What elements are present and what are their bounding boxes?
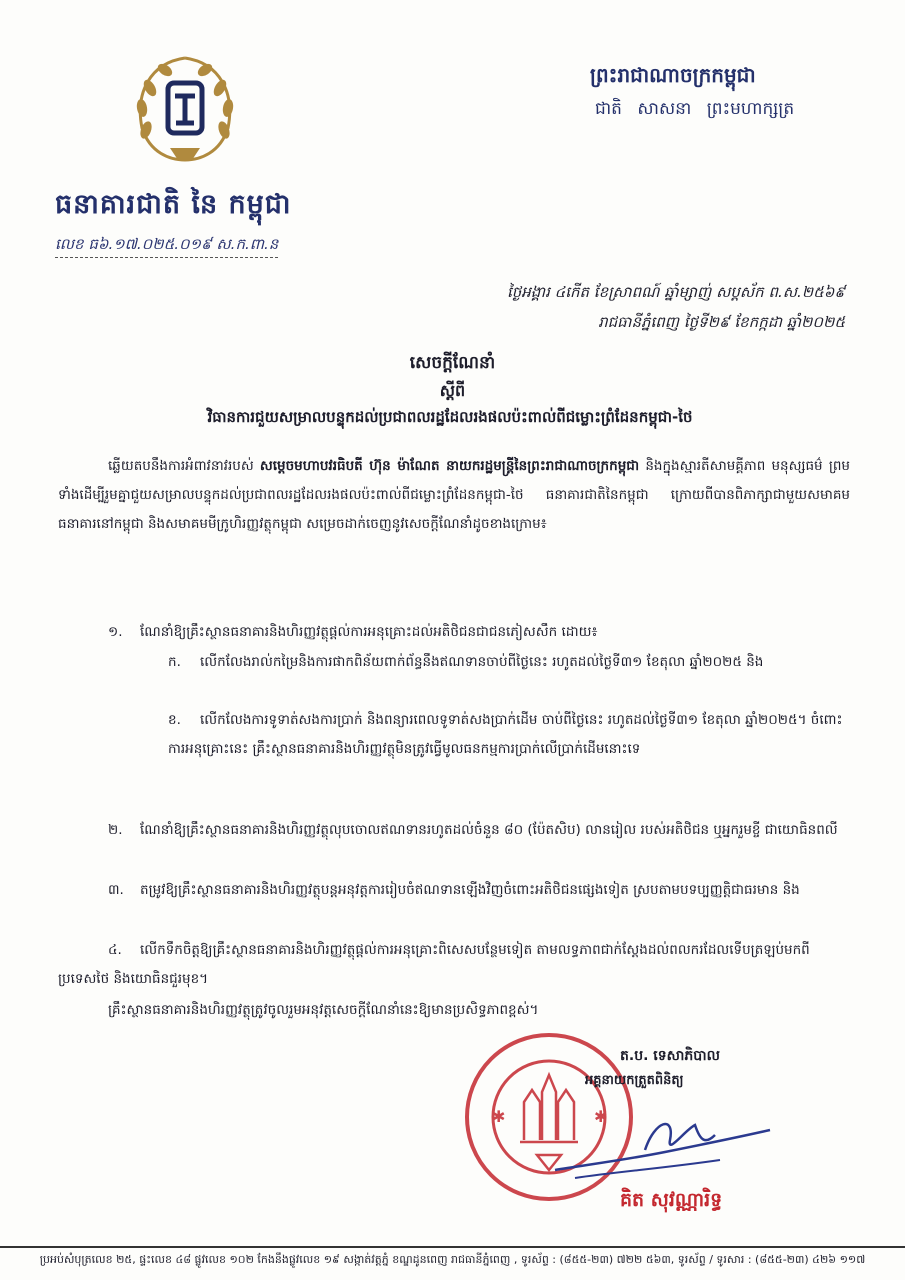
national-motto: ជាតិ សាសនា ព្រះមហាក្សត្រ: [595, 99, 795, 119]
item-number: ៤.: [108, 942, 122, 958]
intro-text-c: និងក្នុងស្មារតីសាមគ្គីភាព មនុស្សធម៌ ព្រមទាំងដើម្បីរួមគ្នាជួយសម្រាលបន្ទុកដល់ប្រជាពលរដ្ឋដែលរងផលប៉ះពាល់ពីជម្លោះព្រំដែនកម្ពុជា-ថៃ ធនាគារជាតិនៃកម្ពុជា ក្រោយពីបានពិភាក្សាជាមួយសមាគមធនាគារនៅកម្ពុជា និងសមាគមមីក្រូហិរញ្ញវត្ថុកម្ពុជា សម្រេចដាក់ចេញនូវសេចក្តីណែនាំដូចខាងក្រោម៖: [58, 458, 850, 532]
signatory-name: គិត សុវណ្ណារិទ្ធ: [620, 1189, 723, 1211]
item-number: ២.: [108, 822, 123, 838]
svg-text:✱: ✱: [492, 1107, 506, 1126]
bank-logo: [120, 48, 250, 178]
item-number: ក.: [168, 654, 181, 670]
item-number: ខ.: [168, 712, 181, 728]
item-number: ៣.: [108, 882, 124, 898]
item-number: ១.: [108, 624, 123, 640]
intro-text-a: ឆ្លើយតបនឹងការអំពាវនាវរបស់: [108, 458, 260, 474]
item-text: លើកលែងការទូទាត់សងការប្រាក់ និងពន្យារពេលទូទាត់សងប្រាក់ដើម ចាប់ពីថ្ងៃនេះ រហូតដល់ថ្ងៃទី៣១ ខែតុលា ឆ្នាំ២០២៥។ ចំពោះការអនុគ្រោះនេះ គ្រឹះស្ថានធនាគារនិងហិរញ្ញវត្ថុមិនត្រូវធ្វើមូលធនកម្មការប្រាក់លើប្រាក់ដើមនោះទេ: [168, 712, 843, 757]
intro-text-b: សម្តេចមហាបវរធិបតី ហ៊ុន ម៉ាណែត នាយករដ្ឋមន្ត្រីនៃព្រះរាជាណាចក្រកម្ពុជា: [259, 458, 640, 474]
item-text: ណែនាំឱ្យគ្រឹះស្ថានធនាគារនិងហិរញ្ញវត្ថុផ្តល់ការអនុគ្រោះដល់អតិថិជនជាជនភៀសសឹក ដោយ៖: [140, 624, 598, 640]
footer-address: ប្រអប់សំបុត្រលេខ ២៥, ផ្ទះលេខ ៤៨ ផ្លូវលេខ ១០២ កែងនឹងផ្លូវលេខ ១៩ សង្កាត់វត្តភ្នំ ខណ្ឌដូនពេញ រាជធានីភ្នំពេញ , ទូរស័ព្ទ : (៨៥៥-២៣) ៧២២ ៥៦៣, ទូរស័ព្ទ / ទូរសារ : (៨៥៥-២៣) ៤២៦ ១១៧: [0, 1246, 905, 1269]
solar-date: រាជធានីភ្នំពេញ ថ្ងៃទី២៩ ខែកក្កដា ឆ្នាំ២០២៥: [598, 313, 845, 331]
document-topic: វិធានការជួយសម្រាលបន្ទុកដល់ប្រជាពលរដ្ឋដែលរងផលប៉ះពាល់ពីជម្លោះព្រំដែនកម្ពុជា-ថៃ: [207, 408, 693, 426]
kingdom-heading: ព្រះរាជាណាចក្រកម្ពុជា: [590, 63, 756, 87]
signatory-position: អគ្គនាយកត្រួតពិនិត្យ: [585, 1073, 684, 1088]
list-item-3: [58, 876, 850, 905]
item-text: លើកលែងរាល់កម្រៃនិងការផាកពិន័យពាក់ព័ន្ធនឹងឥណទានចាប់ពីថ្ងៃនេះ រហូតដល់ថ្ងៃទី៣១ ខែតុលា ឆ្នាំ២០២៥ និង: [200, 654, 764, 670]
reference-number: លេខ ធ៦.១៧.០២៥.០១៩ ស.ក.ពា.ន: [55, 235, 278, 258]
sub-item-b: [168, 706, 848, 764]
bank-name: ធនាគារជាតិ នៃ កម្ពុជា: [55, 189, 292, 220]
svg-text:✱: ✱: [594, 1107, 608, 1126]
item-text: លើកទឹកចិត្តឱ្យគ្រឹះស្ថានធនាគារនិងហិរញ្ញវត្ថុផ្តល់ការអនុគ្រោះពិសេសបន្ថែមទៀត តាមលទ្ធភាពជាក់ស្តែងដល់ពលករដែលទើបត្រឡប់មកពីប្រទេសថៃ និងយោធិនជួរមុខ។: [58, 942, 810, 987]
intro-paragraph: [58, 452, 850, 539]
item-text: តម្រូវឱ្យគ្រឹះស្ថានធនាគារនិងហិរញ្ញវត្ថុបន្តអនុវត្តការរៀបចំឥណទានឡើងវិញចំពោះអតិថិជនផ្សេងទៀត ស្របតាមបទប្បញ្ញត្តិជាធរមាន និង: [140, 882, 800, 898]
lunar-date: ថ្ងៃអង្គារ ៤កើត ខែស្រាពណ៍ ឆ្នាំម្សាញ់ សប្តស័ក ព.ស.២៥៦៩: [507, 283, 845, 301]
sub-item-a: [168, 648, 848, 677]
document-subtitle: ស្តីពី: [439, 381, 466, 400]
list-item-4: [58, 936, 850, 994]
list-item-1: [108, 618, 848, 647]
document-title: សេចក្តីណែនាំ: [409, 353, 496, 373]
list-item-2: [58, 816, 850, 845]
closing-paragraph: គ្រឹះស្ថានធនាគារនិងហិរញ្ញវត្ថុត្រូវចូលរួមអនុវត្តសេចក្តីណែនាំនេះឱ្យមានប្រសិទ្ធភាពខ្ពស់។: [108, 1002, 539, 1018]
signatory-title: ត.ប. ទេសាភិបាល: [620, 1048, 720, 1064]
item-text: ណែនាំឱ្យគ្រឹះស្ថានធនាគារនិងហិរញ្ញវត្ថុលុបចោលឥណទានរហូតដល់ចំនួន ៨០ (ប៉ែតសិប) លានរៀល របស់អតិថិជន ឬអ្នករួមខ្ចី ជាយោធិនពលី: [140, 822, 838, 838]
handwritten-signature: [545, 1110, 775, 1190]
